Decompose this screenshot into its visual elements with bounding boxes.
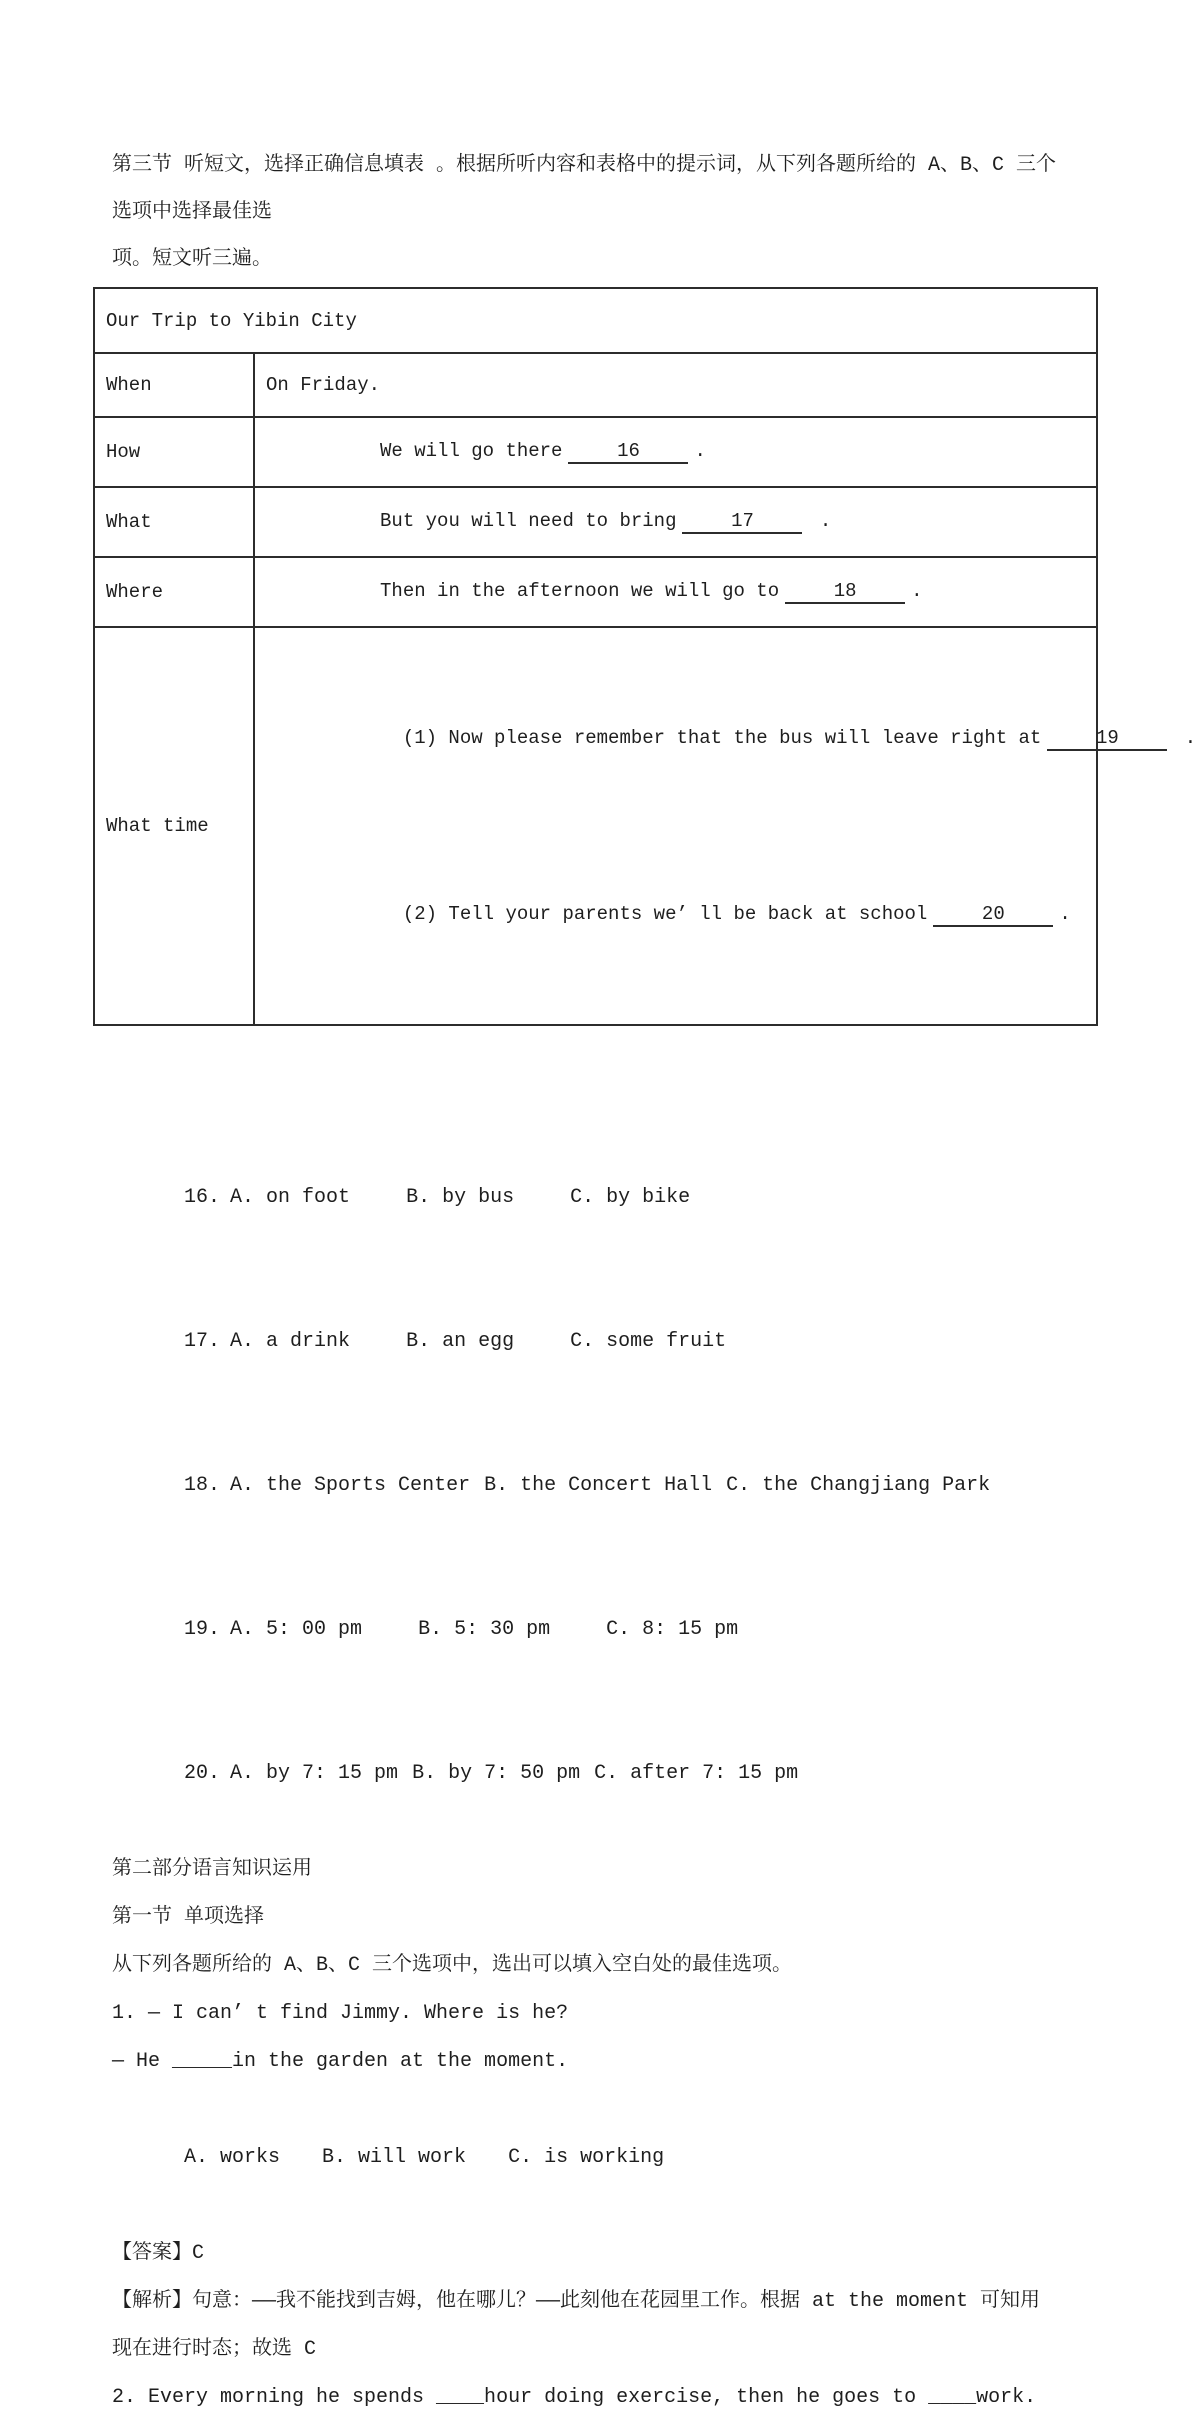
row-value-what — [254, 487, 1097, 557]
question-20-number: 20. — [184, 1762, 221, 1785]
q1-option-c: C. is working — [508, 2146, 665, 2169]
q1-stem-line-1: 1. — I can’ t find Jimmy. Where is he? — [112, 2002, 569, 2025]
table-row-what-time — [94, 627, 1097, 1025]
table-title: Our Trip to Yibin City — [94, 288, 1097, 353]
row-label-where: Where — [94, 557, 254, 627]
part2-sub-heading: 第一节 单项选择 — [112, 1906, 265, 1929]
row-value-what-time — [254, 627, 1197, 1025]
question-20-option-c: C. after 7: 15 pm — [594, 1762, 799, 1785]
blank-18: 18 — [785, 580, 905, 604]
question-20-option-b: B. by 7: 50 pm — [412, 1762, 581, 1785]
question-18-option-c: C. the Changjiang Park — [726, 1474, 991, 1497]
question-19-option-c: C. 8: 15 pm — [606, 1618, 739, 1641]
q1-analysis-line-1: 【解析】句意：——我不能找到吉姆，他在哪儿？——此刻他在花园里工作。根据 at the moment 可知用 — [112, 2290, 1041, 2313]
q1-options — [112, 2086, 1200, 2230]
q1-answer: 【答案】C — [112, 2242, 205, 2265]
table-row-how — [94, 417, 1097, 487]
row-label-when: When — [94, 353, 254, 417]
table-row-where — [94, 557, 1097, 627]
q1-analysis-line-2: 现在进行时态；故选 C — [112, 2338, 317, 2361]
when-text: On Friday. — [266, 374, 381, 396]
blank-19: 19 — [1047, 727, 1167, 751]
question-16-number: 16. — [184, 1186, 221, 1209]
what-time-2-pre: (2) Tell your parents we’ ll be back at school — [402, 903, 928, 925]
question-17 — [112, 1270, 1200, 1414]
question-17-option-c: C. some fruit — [570, 1330, 727, 1353]
blank-17: 17 — [682, 510, 802, 534]
table-row-when — [94, 353, 1097, 417]
table-title-row — [94, 288, 1097, 353]
how-text-pre: We will go there — [380, 440, 563, 462]
blank-20: 20 — [933, 903, 1053, 927]
question-19-number: 19. — [184, 1618, 221, 1641]
q1-option-a: A. works — [184, 2146, 281, 2169]
table-row-what — [94, 487, 1097, 557]
question-18-option-a: A. the Sports Center — [230, 1474, 471, 1497]
question-19-option-a: A. 5: 00 pm — [230, 1618, 363, 1641]
question-16-option-b: B. by bus — [406, 1186, 515, 1209]
question-17-option-b: B. an egg — [406, 1330, 515, 1353]
row-value-when — [254, 353, 1097, 417]
what-time-2-post: . — [1059, 903, 1071, 925]
question-16-option-a: A. on foot — [230, 1186, 351, 1209]
part2-heading: 第二部分语言知识运用 — [112, 1858, 312, 1881]
question-16 — [112, 1126, 1200, 1270]
intro-line-1: 第三节 听短文，选择正确信息填表 。根据所听内容和表格中的提示词，从下列各题所给的 A、B、C 三个 — [112, 154, 1057, 177]
trip-info-table — [93, 287, 1197, 1026]
what-time-line-2 — [266, 848, 1085, 980]
what-time-1-pre: (1) Now please remember that the bus will leave right at — [402, 727, 1042, 749]
row-label-how: How — [94, 417, 254, 487]
row-label-what: What — [94, 487, 254, 557]
where-text-post: . — [911, 580, 923, 602]
row-value-where — [254, 557, 1097, 627]
question-19 — [112, 1558, 1200, 1702]
question-18 — [112, 1414, 1200, 1558]
part2-instruction: 从下列各题所给的 A、B、C 三个选项中，选出可以填入空白处的最佳选项。 — [112, 1954, 793, 1977]
question-19-option-b: B. 5: 30 pm — [418, 1618, 551, 1641]
what-time-1-post: . — [1173, 727, 1197, 749]
what-text-pre: But you will need to bring — [380, 510, 677, 532]
how-text-post: . — [694, 440, 706, 462]
intro-line-3: 项。短文听三遍。 — [112, 248, 272, 271]
what-time-line-1 — [266, 672, 1197, 804]
question-16-option-c: C. by bike — [570, 1186, 691, 1209]
q2-stem: 2. Every morning he spends ____hour doing exercise, then he goes to ____work. — [112, 2386, 1037, 2409]
question-18-number: 18. — [184, 1474, 221, 1497]
listening-questions-block — [112, 1126, 1200, 2422]
question-18-option-b: B. the Concert Hall — [484, 1474, 713, 1497]
intro-line-2: 选项中选择最佳选 — [112, 201, 272, 224]
question-20 — [112, 1702, 1200, 1846]
row-label-what-time: What time — [94, 627, 254, 1025]
question-20-option-a: A. by 7: 15 pm — [230, 1762, 399, 1785]
row-value-how — [254, 417, 1097, 487]
where-text-pre: Then in the afternoon we will go to — [380, 580, 780, 602]
question-17-number: 17. — [184, 1330, 221, 1353]
question-17-option-a: A. a drink — [230, 1330, 351, 1353]
blank-16: 16 — [568, 440, 688, 464]
what-text-post: . — [808, 510, 832, 532]
q1-option-b: B. will work — [322, 2146, 467, 2169]
q1-stem-line-2: — He _____in the garden at the moment. — [112, 2050, 569, 2073]
